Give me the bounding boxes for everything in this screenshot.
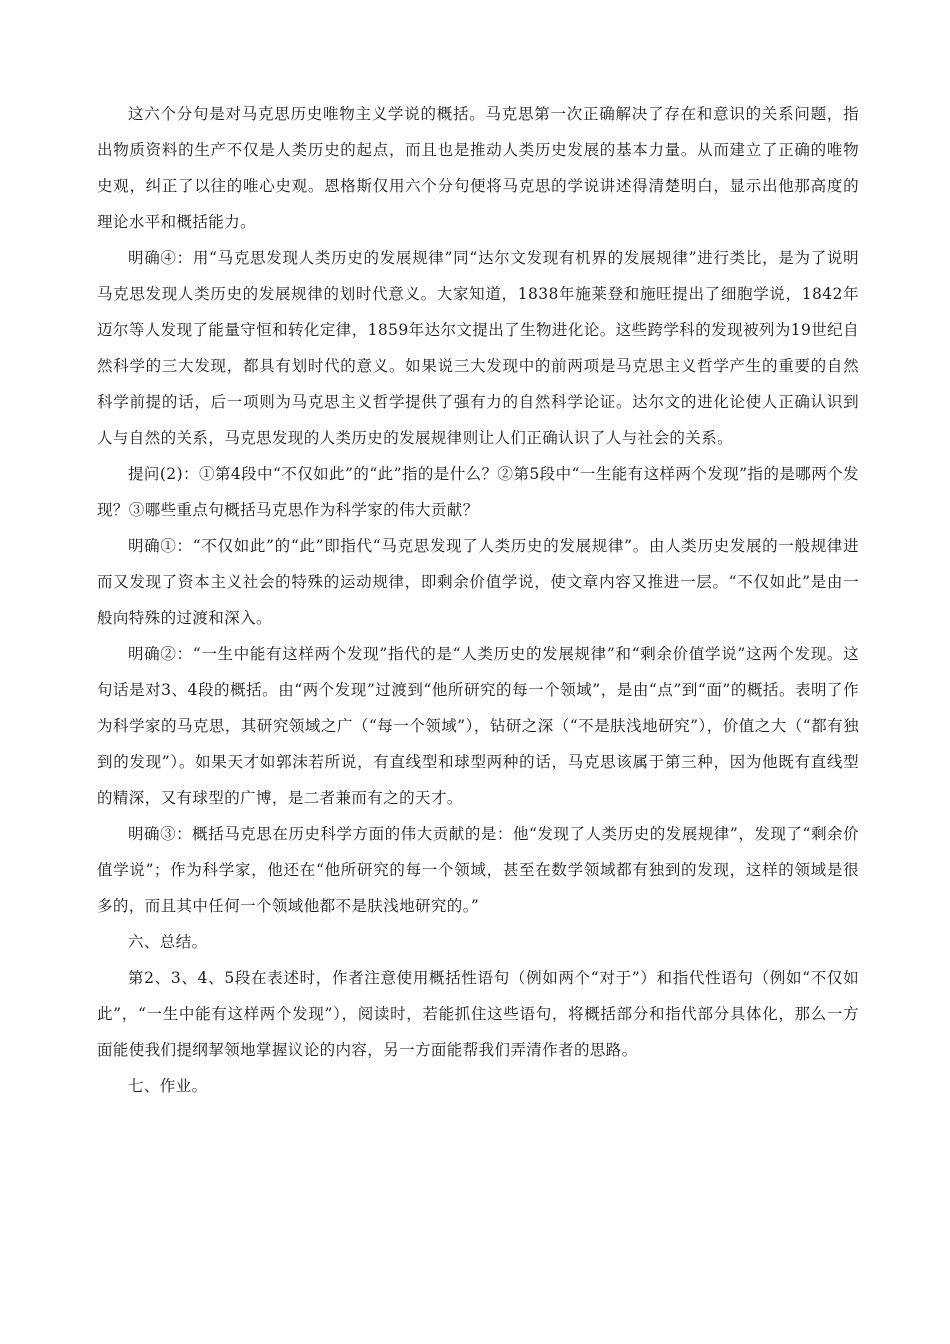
paragraph-question-2: 提问(2)：①第4段中“不仅如此”的“此”指的是什么？②第5段中“一生能有这样两个发现”指的是哪两个发现？③哪些重点句概括马克思作为科学家的伟大贡献？ xyxy=(97,465,859,519)
document-body xyxy=(97,96,859,1104)
paragraph-answer-2: 明确②：“一生中能有这样两个发现”指代的是“人类历史的发展规律”和“剩余价值学说”这两个发现。这句话是对3、4段的概括。由“两个发现”过渡到“他所研究的每一个领域”，是由“点”到“面”的概括。表明了作为科学家的马克思，其研究领域之广（“每一个领域”），钻研之深（“不是肤浅地研究”），价值之大（“都有独到的发现”）。如果天才如郭沫若所说，有直线型和球型两种的话，马克思该属于第三种，因为他既有直线型的精深，又有球型的广博，是二者兼而有之的天才。 xyxy=(97,645,859,807)
section-heading-homework: 七、作业。 xyxy=(128,1077,208,1095)
paragraph-answer-4: 明确④：用“马克思发现人类历史的发展规律”同“达尔文发现有机界的发展规律”进行类比，是为了说明马克思发现人类历史的发展规律的划时代意义。大家知道，1838年施莱登和施旺提出了细胞学说，1842年迈尔等人发现了能量守恒和转化定律，1859年达尔文提出了生物进化论。这些跨学科的发现被列为19世纪自然科学的三大发现，都具有划时代的意义。如果说三大发现中的前两项是马克思主义哲学产生的重要的自然科学前提的话，后一项则为马克思主义哲学提供了强有力的自然科学论证。达尔文的进化论使人正确认识到人与自然的关系，马克思发现的人类历史的发展规律则让人们正确认识了人与社会的关系。 xyxy=(97,249,859,447)
paragraph-summary: 第2、3、4、5段在表述时，作者注意使用概括性语句（例如两个“对于”）和指代性语句（例如“不仅如此”，“一生中能有这样两个发现”），阅读时，若能抓住这些语句，将概括部分和指代部分具体化，那么一方面能使我们提纲挈领地掌握议论的内容，另一方面能帮我们弄清作者的思路。 xyxy=(97,969,859,1059)
section-heading-summary: 六、总结。 xyxy=(128,933,208,951)
paragraph-historical-materialism: 这六个分句是对马克思历史唯物主义学说的概括。马克思第一次正确解决了存在和意识的关系问题，指出物质资料的生产不仅是人类历史的起点，而且也是推动人类历史发展的基本力量。从而建立了正确的唯物史观，纠正了以往的唯心史观。恩格斯仅用六个分句便将马克思的学说讲述得清楚明白，显示出他那高度的理论水平和概括能力。 xyxy=(97,105,859,231)
paragraph-answer-3: 明确③：概括马克思在历史科学方面的伟大贡献的是：他“发现了人类历史的发展规律”，发现了“剩余价值学说”；作为科学家，他还在“他所研究的每一个领域，甚至在数学领域都有独到的发现，这样的领域是很多的，而且其中任何一个领域他都不是肤浅地研究的。” xyxy=(97,825,859,915)
paragraph-answer-1: 明确①：“不仅如此”的“此”即指代“马克思发现了人类历史的发展规律”。由人类历史发展的一般规律进而又发现了资本主义社会的特殊的运动规律，即剩余价值学说，使文章内容又推进一层。“不仅如此”是由一般向特殊的过渡和深入。 xyxy=(97,537,859,627)
